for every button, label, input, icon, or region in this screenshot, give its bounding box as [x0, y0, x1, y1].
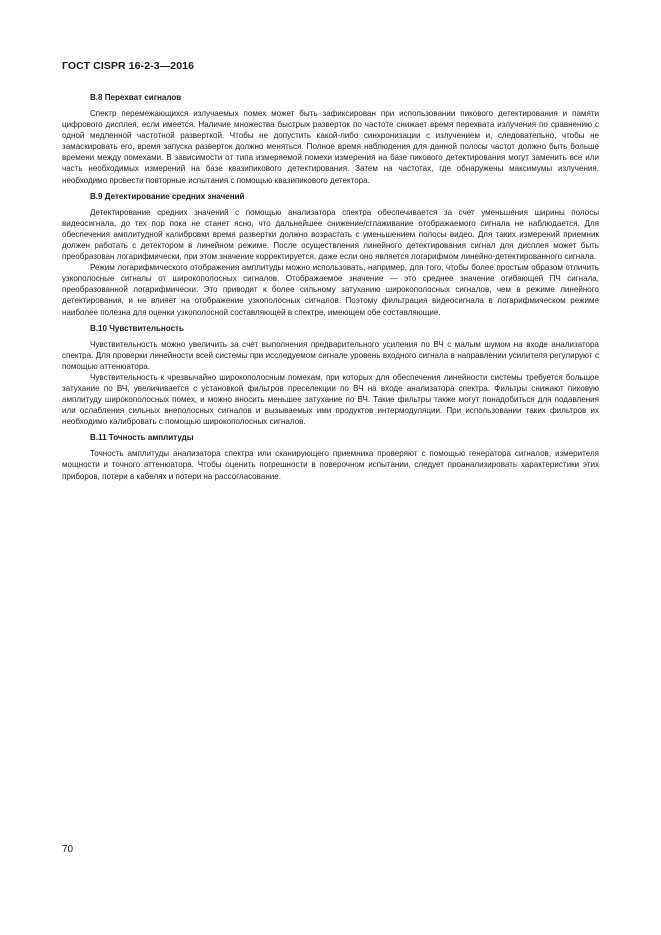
section-b8: [62, 92, 599, 186]
document-header: ГОСТ CISPR 16-2-3—2016: [62, 60, 195, 72]
section-b11: [62, 432, 599, 481]
paragraph: Спектр перемежающихся излучаемых помех может быть зафиксирован при использовании пикового детектирования и памяти цифрового дисплея, если имеется. Наличие множества быстрых разверток по частоте снижает время перехвата излучения по сравнению с одной медленной частотной разверткой. Чтобы не допустить какой-либо синхронизации с излучением и, следовательно, чтобы не замаскировать его, время запуска разверток должно меняться. Полное время наблюдения для данной полосы частот должно быть больше времени между помехами. В зависимости от типа измеряемой помехи измерения на базе пикового детектирования могут заменить все или часть необходимых измерений на базе квазипикового детектирования. Затем на частотах, где обнаружены максимумы излучения, необходимо провести повторные испытания с помощью квазипикового детектора.: [62, 109, 599, 185]
section-title: B.8 Перехват сигналов: [90, 93, 182, 102]
page-number: 70: [62, 844, 74, 855]
section-b10: [62, 323, 599, 428]
section-b9: [62, 191, 599, 318]
paragraph: Точность амплитуды анализатора спектра или сканирующего приемника проверяют с помощью генератора сигналов, измерителя мощности и точного аттенюатора. Чтобы оценить погрешности в поверочном испытании, следует проанализировать характеристики этих приборов, потери в кабелях и потери на рассогласование.: [62, 449, 599, 481]
paragraph: Чувствительность к чрезвычайно широкополосным помехам, при которых для обеспечения линейности системы требуется большое затухание по ВЧ, увеличивается с установкой фильтров преселекции по ВЧ на входе анализатора спектра. Фильтры снижают пиковую амплитуду широкополосных помех, и можно вносить меньшее затухание по ВЧ. Такие фильтры также могут понадобиться для подавления или ослабления сильных внеполосных сигналов и вызываемых ими продуктов интермодуляции. При использовании таких фильтров их необходимо калибровать с помощью широкополосных сигналов.: [62, 372, 599, 427]
section-title: B.9 Детектирование средних значений: [90, 191, 245, 201]
paragraph: Детектирование средних значений с помощью анализатора спектра обеспечивается за счет уменьшения ширины полосы видеосигнала, до тех пор пока не станет ясно, что дальнейшее снижение/сглаживание отображаемого сигнала не наблюдается. Для обеспечения амплитудной калибровки время развертки должно возрастать с уменьшением полосы видео. Для таких измерений приемник должен работать с детектором в линейном режиме. После осуществления линейного детектирования сигнал для дисплея может быть преобразован логарифмически, при этом значение корректируется, даже если оно является логарифмом линейно-детектированного сигнала.: [62, 207, 599, 262]
document-body: [62, 92, 599, 482]
paragraph: Чувствительность можно увеличить за счет выполнения предварительного усиления по ВЧ с малым шумом на входе анализатора спектра. Для проверки линейности всей системы при исследуемом сигнале уровень входного сигнала в направлении усилителя регулируют с помощью аттенюатора.: [62, 339, 599, 371]
paragraph: Режим логарифмического отображения амплитуды можно использовать, например, для того, чтобы более простым образом отличить узкополосные сигналы от широкополосных сигналов. Отображаемое значение — это среднее значение огибающей ПЧ сигнала, преобразованной логарифмически. Это приводит к более сильному затуханию широкополосных сигналов, чем в режиме линейного детектирования, и не влияет на отображение узкополосных сигналов. Поэтому фильтрация видеосигнала в логарифмическом режиме наиболее полезна для оценки узкополосной составляющей в спектре, имеющем обе составляющие.: [62, 263, 599, 317]
section-title: B.11 Точность амплитуды: [90, 433, 194, 443]
section-title: B.10 Чувствительность: [90, 323, 184, 333]
